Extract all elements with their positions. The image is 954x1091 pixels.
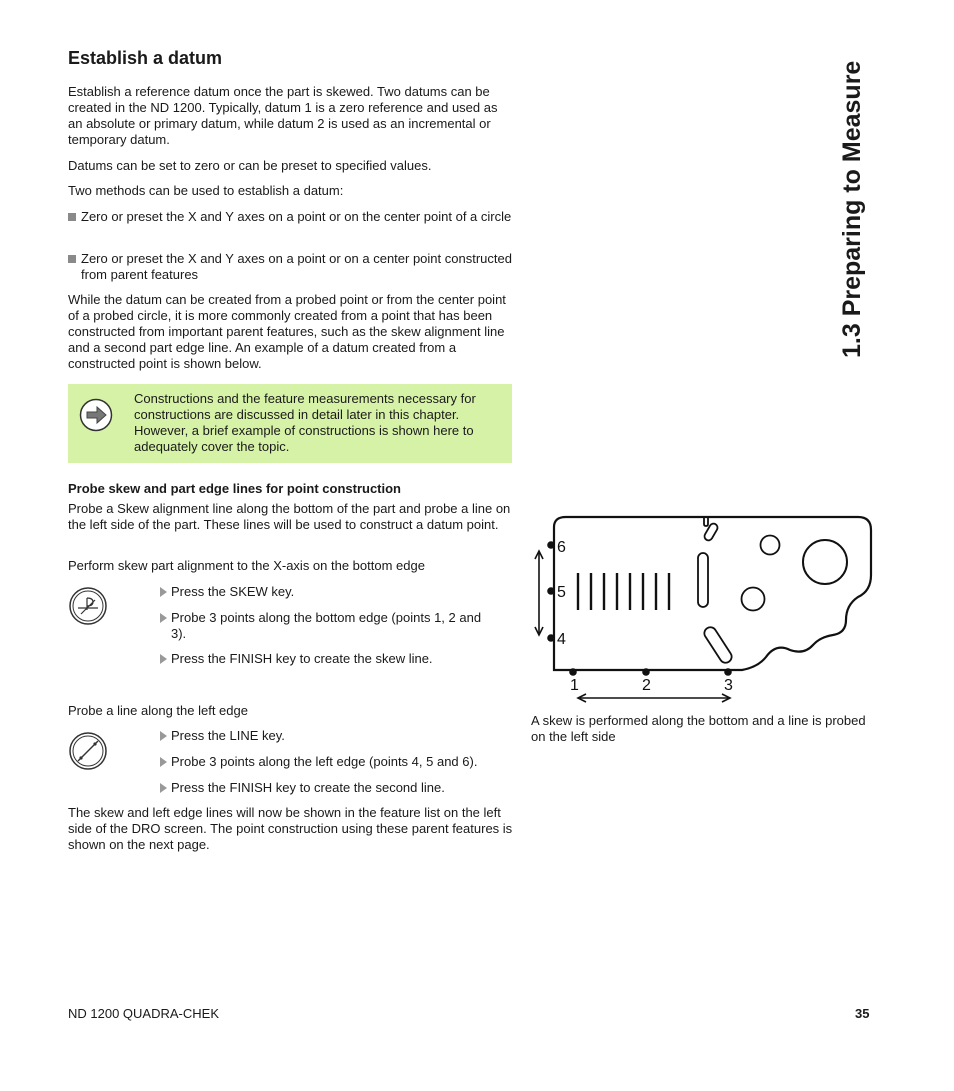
line-intro: Probe a line along the left edge xyxy=(68,703,248,718)
bullet-item xyxy=(68,251,513,283)
step-text: Press the SKEW key. xyxy=(171,584,295,599)
intro-paragraph-2: Datums can be set to zero or can be preset to specified values. xyxy=(68,158,432,173)
figure-caption: A skew is performed along the bottom and a line is probed on the left side xyxy=(531,713,866,744)
point-label-3: 3 xyxy=(724,677,733,694)
bullet-square-icon xyxy=(68,255,76,263)
line-step xyxy=(159,728,519,744)
arrow-note-icon xyxy=(79,398,113,432)
point-label-2: 2 xyxy=(642,677,651,694)
point-label-4: 4 xyxy=(557,631,566,648)
step-arrow-icon xyxy=(160,613,167,623)
page-heading: Establish a datum xyxy=(68,48,223,68)
step-text: Press the LINE key. xyxy=(171,728,285,743)
step-arrow-icon xyxy=(160,731,167,741)
step-text: Press the FINISH key to create the skew line. xyxy=(171,651,433,666)
intro-paragraph-3: Two methods can be used to establish a datum: xyxy=(68,183,344,198)
step-arrow-icon xyxy=(160,783,167,793)
line-step xyxy=(159,754,519,770)
skew-step xyxy=(159,584,519,600)
bullet-square-icon xyxy=(68,213,76,221)
step-arrow-icon xyxy=(160,757,167,767)
skew-intro: Perform skew part alignment to the X-axis on the bottom edge xyxy=(68,558,425,573)
part-figure xyxy=(528,505,878,705)
point-label-5: 5 xyxy=(557,584,566,601)
line-step xyxy=(159,780,519,796)
note-box xyxy=(68,384,512,463)
skew-step xyxy=(159,610,499,642)
subheading: Probe skew and part edge lines for point construction xyxy=(68,481,401,496)
step-arrow-icon xyxy=(160,587,167,597)
step-text: Probe 3 points along the left edge (points 4, 5 and 6). xyxy=(171,754,478,769)
step-arrow-icon xyxy=(160,654,167,664)
probe-points xyxy=(547,541,732,676)
bullet-item xyxy=(68,209,513,225)
datum-paragraph: While the datum can be created from a probed point or from the center point of a probed circle, it is more commonly created from a point that has been constructed from important parent features, such as the skew alignment line and a second part edge line. An example of a datum created from a constructed point is shown below. xyxy=(68,292,506,371)
point-label-6: 6 xyxy=(557,539,566,556)
closing-paragraph: The skew and left edge lines will now be shown in the feature list on the left side of the DRO screen. The point construction using these parent features is shown on the next page. xyxy=(68,805,513,852)
step-text: Press the FINISH key to create the second line. xyxy=(171,780,445,795)
probe-paragraph: Probe a Skew alignment line along the bottom of the part and probe a line on the left side of the part. These lines will be used to construct a datum point. xyxy=(68,501,511,532)
skew-step xyxy=(159,651,519,667)
point-label-1: 1 xyxy=(570,677,579,694)
note-text: Constructions and the feature measurements necessary for constructions are discussed in detail later in this chapter. However, a brief example of constructions is shown here to adequately cover the topic. xyxy=(134,391,476,454)
line-key-icon[interactable] xyxy=(68,731,108,771)
bullet-text: Zero or preset the X and Y axes on a point or on the center point of a circle xyxy=(81,209,512,224)
section-tab: 1.3 Preparing to Measure xyxy=(838,60,866,358)
page-number: 35 xyxy=(855,1006,870,1021)
intro-paragraph-1: Establish a reference datum once the part is skewed. Two datums can be created in the ND 1200. Typically, datum 1 is a zero reference and used as an absolute or primary datum, while datum 2 is used as an incremental or temporary datum. xyxy=(68,84,498,147)
bullet-text: Zero or preset the X and Y axes on a point or on a center point constructed from parent features xyxy=(81,251,512,282)
footer-product: ND 1200 QUADRA-CHEK xyxy=(68,1006,219,1021)
skew-key-icon[interactable] xyxy=(68,586,108,626)
step-text: Probe 3 points along the bottom edge (points 1, 2 and 3). xyxy=(171,610,482,641)
slot-group xyxy=(578,573,669,610)
